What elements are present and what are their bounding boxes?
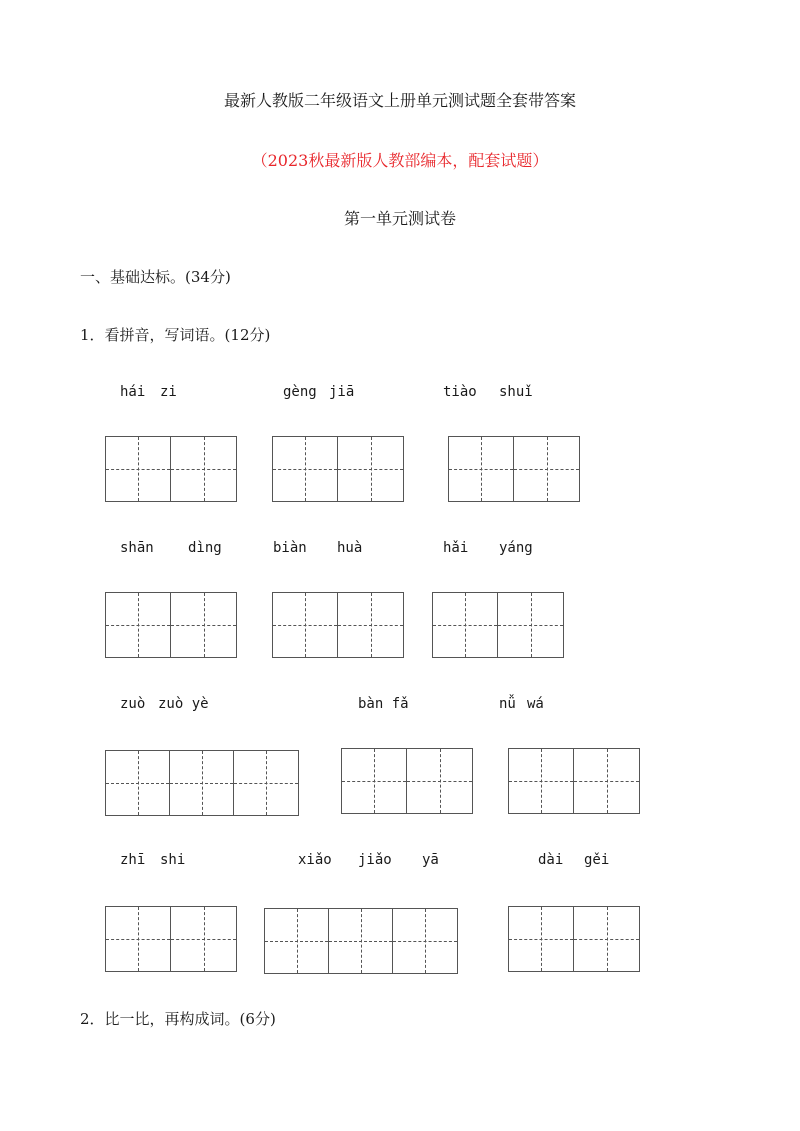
page-subtitle: （2023秋最新版人教部编本，配套试题） bbox=[251, 151, 549, 170]
question-2-heading: 2．比一比，再构成词。(6分) bbox=[80, 1010, 276, 1028]
pinyin-xiao-jiao-ya: xiǎo jiǎo yā bbox=[298, 852, 439, 868]
writing-grid-nu-wa[interactable] bbox=[508, 748, 640, 814]
writing-grid-ban-fa[interactable] bbox=[341, 748, 473, 814]
writing-grid-xiao-jiao-ya[interactable] bbox=[264, 908, 458, 974]
writing-grid-zhi-shi[interactable] bbox=[105, 906, 237, 972]
writing-grid-dai-gei[interactable] bbox=[508, 906, 640, 972]
pinyin-hai-yang: hǎi yáng bbox=[443, 540, 533, 556]
pinyin-hai-zi: hái zi bbox=[120, 384, 177, 400]
writing-grid-hai-yang[interactable] bbox=[432, 592, 564, 658]
pinyin-ban-fa: bàn fǎ bbox=[358, 696, 409, 712]
pinyin-geng-jia: gèng jiā bbox=[283, 384, 355, 400]
writing-grid-bian-hua[interactable] bbox=[272, 592, 404, 658]
pinyin-shan-ding: shān dìng bbox=[120, 540, 222, 556]
writing-grid-geng-jia[interactable] bbox=[272, 436, 404, 502]
pinyin-zuo-zuo-ye: zuò zuò yè bbox=[120, 696, 209, 712]
writing-grid-tiao-shui[interactable] bbox=[448, 436, 580, 502]
writing-grid-zuo-zuo-ye[interactable] bbox=[105, 750, 299, 816]
writing-grid-hai-zi[interactable] bbox=[105, 436, 237, 502]
section-heading: 一、基础达标。(34分) bbox=[80, 268, 231, 286]
writing-grid-shan-ding[interactable] bbox=[105, 592, 237, 658]
pinyin-bian-hua: biàn huà bbox=[273, 540, 363, 556]
page-title: 最新人教版二年级语文上册单元测试题全套带答案 bbox=[223, 91, 576, 110]
pinyin-dai-gei: dài gěi bbox=[538, 852, 610, 868]
pinyin-tiao-shui: tiào shuǐ bbox=[443, 384, 533, 400]
question-1-heading: 1．看拼音，写词语。(12分) bbox=[80, 326, 271, 344]
pinyin-nu-wa: nǚ wá bbox=[499, 696, 544, 712]
unit-title: 第一单元测试卷 bbox=[343, 209, 456, 228]
pinyin-zhi-shi: zhī shi bbox=[120, 852, 186, 868]
